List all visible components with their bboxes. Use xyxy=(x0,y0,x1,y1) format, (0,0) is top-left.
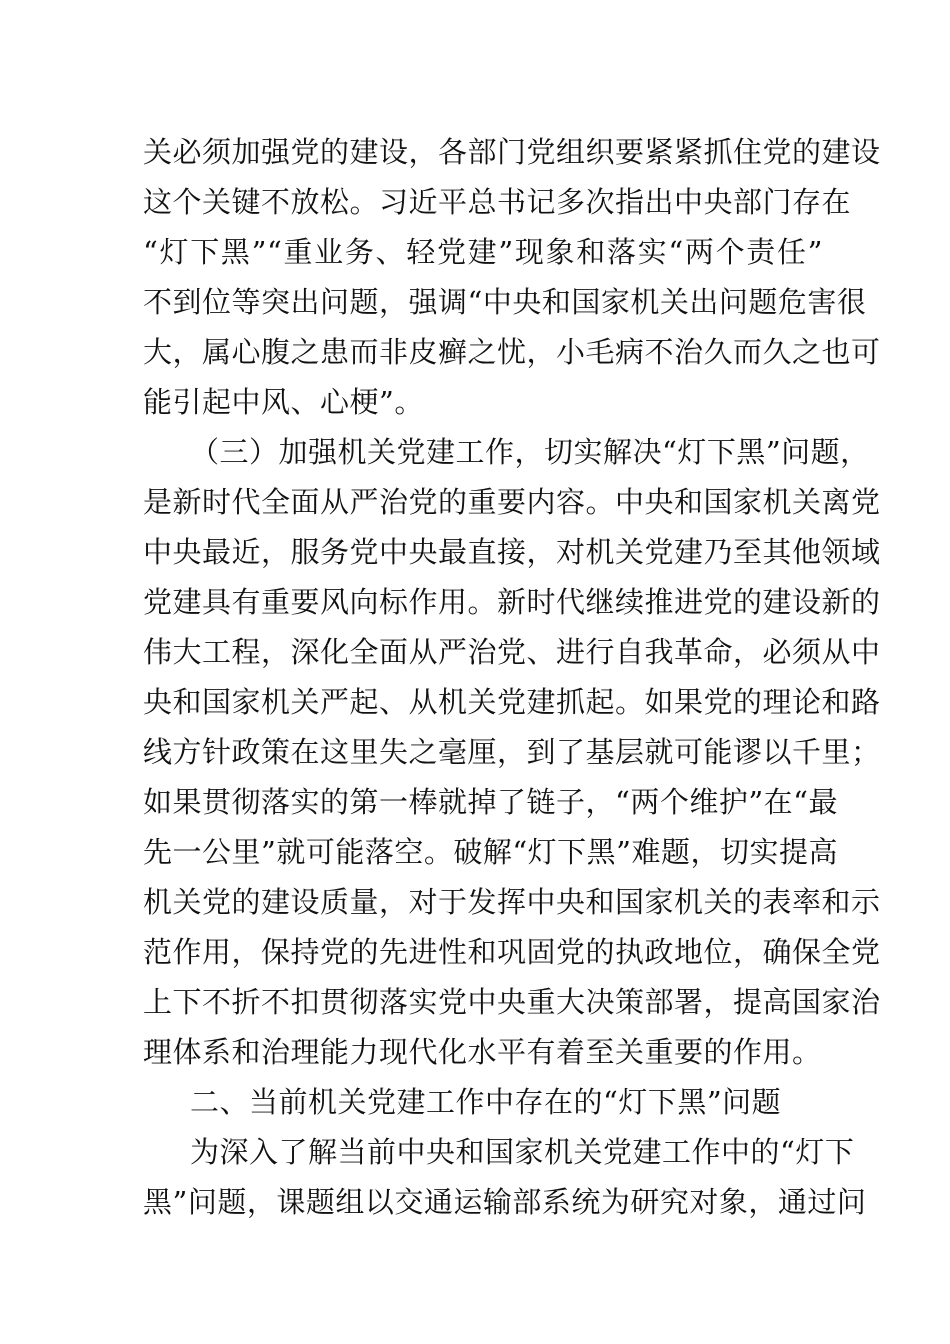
text-line: 伟大工程，深化全面从严治党、进行自我革命，必须从中 xyxy=(143,635,881,669)
text-line: 为深入了解当前中央和国家机关党建工作中的“灯下 xyxy=(190,1135,855,1169)
text-line: 大，属心腹之患而非皮癣之忧，小毛病不治久而久之也可 xyxy=(143,335,881,369)
text-line: 是新时代全面从严治党的重要内容。中央和国家机关离党 xyxy=(143,485,881,519)
text-line: “灯下黑”“重业务、轻党建”现象和落实“两个责任” xyxy=(143,235,823,269)
text-line: 如果贯彻落实的第一棒就掉了链子，“两个维护”在“最 xyxy=(143,785,838,819)
text-line: 中央最近，服务党中央最直接，对机关党建乃至其他领域 xyxy=(143,535,881,569)
text-line: 先一公里”就可能落空。破解“灯下黑”难题，切实提高 xyxy=(143,835,838,869)
section-three-heading-line: （三）加强机关党建工作，切实解决“灯下黑”问题， xyxy=(190,435,870,469)
section-two-heading: 二、当前机关党建工作中存在的“灯下黑”问题 xyxy=(190,1085,782,1119)
text-line: 线方针政策在这里失之毫厘，到了基层就可能谬以千里； xyxy=(143,735,881,769)
text-line: 能引起中风、心梗”。 xyxy=(143,385,424,419)
text-line: 机关党的建设质量，对于发挥中央和国家机关的表率和示 xyxy=(143,885,881,919)
text-line: 范作用，保持党的先进性和巩固党的执政地位，确保全党 xyxy=(143,935,881,969)
text-line: 关必须加强党的建设，各部门党组织要紧紧抓住党的建设 xyxy=(143,135,881,169)
text-line: 不到位等突出问题，强调“中央和国家机关出问题危害很 xyxy=(143,285,867,319)
text-line: 理体系和治理能力现代化水平有着至关重要的作用。 xyxy=(143,1035,822,1069)
text-line: 这个关键不放松。习近平总书记多次指出中央部门存在 xyxy=(143,185,852,219)
text-line: 党建具有重要风向标作用。新时代继续推进党的建设新的 xyxy=(143,585,881,619)
text-line: 上下不折不扣贯彻落实党中央重大决策部署，提高国家治 xyxy=(143,985,881,1019)
text-line: 黑”问题，课题组以交通运输部系统为研究对象，通过问 xyxy=(143,1185,867,1219)
text-line: 央和国家机关严起、从机关党建抓起。如果党的理论和路 xyxy=(143,685,881,719)
